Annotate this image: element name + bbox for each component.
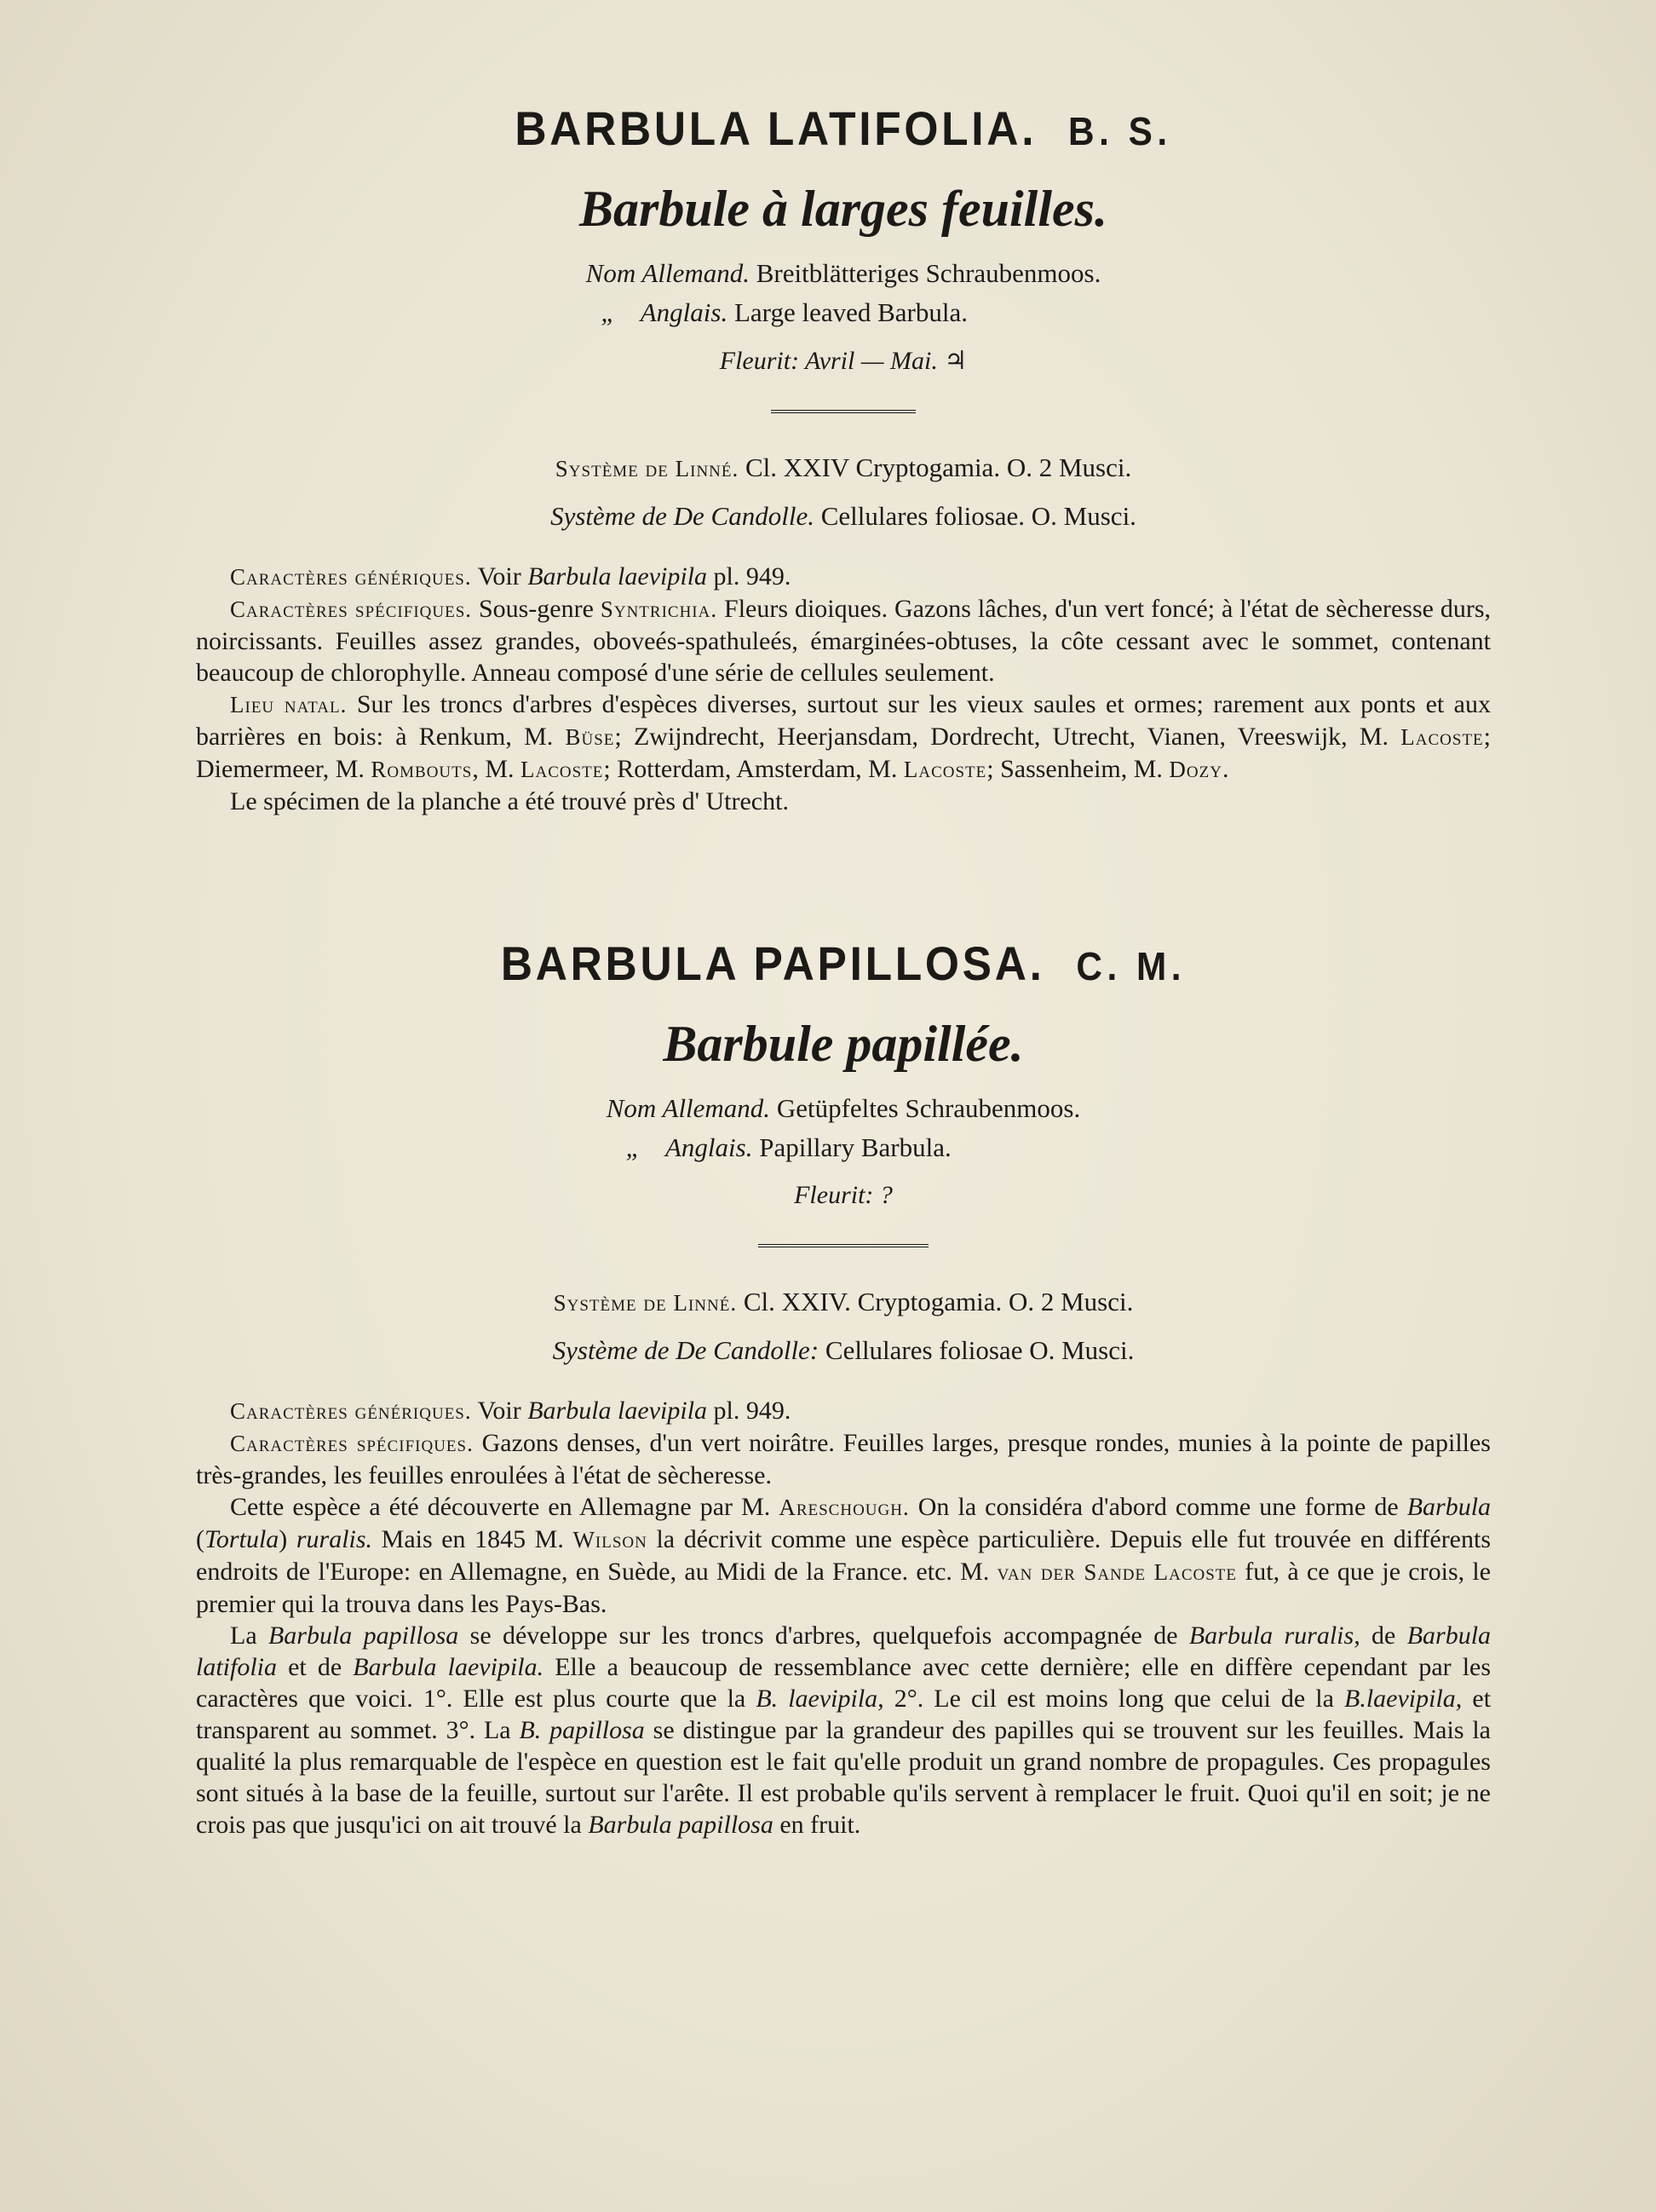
collector-name: Dozy xyxy=(1169,757,1222,782)
german-label: Nom Allemand. xyxy=(585,258,750,288)
specific-label: Caractères spécifiques. xyxy=(230,1431,474,1456)
subgenus: Syntrichia. xyxy=(600,596,718,622)
german-name: Breitblätteriges Schraubenmoos. xyxy=(756,258,1101,288)
taxon: ruralis. xyxy=(296,1525,373,1553)
text: se distingue par la grandeur des papilles qui se trouvent sur les feuilles. Mais la qualité la plus remarquable de l'espèce en question est le fait qu'elle produit un grand nombre de propagules. Ces propagules sont situés à la base de la feuille, surtout sur l'arête. Il est probable qu'ils servent à remplacer le fruit. Quoi qu'il en soit; je ne crois pas que jusqu'ici on ait trouvé la xyxy=(196,1716,1491,1839)
discovery-paragraph xyxy=(196,1491,1491,1620)
text: ; Zwijndrecht, Heerjansdam, Dordrecht, Utrecht, Vianen, Vreeswijk, M. xyxy=(614,723,1389,751)
taxon: Barbula papillosa xyxy=(588,1811,773,1839)
text: ; Rotterdam, Amsterdam, M. xyxy=(603,755,898,783)
linnaeus-system xyxy=(196,1278,1491,1327)
text: Voir xyxy=(477,1397,521,1425)
flowering-period: Fleurit: Avril — Mai. ♃ xyxy=(719,347,968,375)
candolle-value: Cellulares foliosae. O. Musci. xyxy=(820,501,1136,531)
german-name-line xyxy=(196,254,1491,293)
linnaeus-label: Système de Linné. xyxy=(553,1290,738,1316)
text: et transparent au sommet. 3°. La xyxy=(196,1685,1492,1744)
english-label: Anglais. xyxy=(664,1132,753,1162)
candolle-system xyxy=(196,1327,1491,1374)
generic-characters xyxy=(196,561,1491,593)
text: et de xyxy=(288,1653,342,1681)
taxon: Tortula xyxy=(204,1525,279,1553)
english-label: Anglais. xyxy=(640,297,728,327)
linnaeus-label: Système de Linné. xyxy=(555,456,739,481)
text: , M. xyxy=(472,755,515,783)
collector-name: Lacoste xyxy=(1400,724,1484,750)
text: Voir xyxy=(477,562,521,590)
text: ) xyxy=(279,1525,288,1553)
text: Sous-genre xyxy=(478,595,594,623)
species-author: B. S. xyxy=(1067,109,1172,153)
common-names xyxy=(196,1089,1491,1167)
linnaeus-value: Cl. XXIV. Cryptogamia. O. 2 Musci. xyxy=(743,1287,1134,1316)
habitat xyxy=(196,688,1491,786)
taxon: B. laevipila, xyxy=(756,1685,884,1713)
taxon: Barbula latifolia xyxy=(196,1622,1492,1681)
species-title xyxy=(248,101,1439,156)
taxon: Barbula xyxy=(1406,1493,1492,1521)
text: ; Sassenheim, M. xyxy=(986,755,1163,783)
collector-name: Lacoste xyxy=(903,757,987,782)
ditto-mark: „ xyxy=(601,297,616,327)
person-name: Wilson xyxy=(572,1527,647,1552)
person-name: Areschough. xyxy=(779,1495,910,1520)
taxon: Barbula ruralis, xyxy=(1188,1622,1360,1650)
text: ; Diemermeer, M. xyxy=(196,723,1492,783)
text: Cette espèce a été découverte en Allemagne par M. xyxy=(230,1493,771,1521)
generic-characters xyxy=(196,1395,1491,1427)
species-name: BARBULA PAPILLOSA. xyxy=(500,936,1045,990)
species-author: C. M. xyxy=(1076,944,1187,988)
text: fut, à ce que je crois, le premier qui la trouva dans les Pays-Bas. xyxy=(196,1558,1492,1618)
habitat-label: Lieu natal. xyxy=(230,692,348,717)
taxon: B. papillosa xyxy=(519,1716,645,1744)
candolle-label: Système de De Candolle. xyxy=(550,501,814,531)
common-names xyxy=(196,254,1491,332)
collector-name: Lacoste xyxy=(520,757,604,782)
candolle-system xyxy=(196,493,1491,540)
text: La xyxy=(230,1622,257,1650)
text: ( xyxy=(196,1525,204,1553)
specimen-note: Le spécimen de la planche a été trouvé près d' Utrecht. xyxy=(230,787,789,815)
ornamental-rule xyxy=(771,410,916,413)
generic-label: Caractères génériques. xyxy=(230,1398,472,1424)
species-section-papillosa xyxy=(196,936,1491,1840)
ditto-mark: „ xyxy=(625,1132,641,1162)
plate-reference: Barbula laevipila xyxy=(527,562,708,590)
comparison-paragraph xyxy=(196,1620,1491,1840)
species-title xyxy=(248,936,1439,991)
taxon: B.laevipila, xyxy=(1344,1685,1463,1713)
text: Elle a beaucoup de ressemblance avec cette dernière; elle en diffère cependant par les caractères que voici. 1°. Elle est plus courte que la xyxy=(196,1653,1492,1713)
text: se développe sur les troncs d'arbres, quelquefois accompagnée de xyxy=(469,1622,1178,1650)
specific-characters xyxy=(196,1427,1491,1491)
collector-name: Büse xyxy=(565,724,615,750)
text: Fleurs dioiques. Gazons lâches, d'un vert foncé; à l'état de sècheresse durs, noircissants. Feuilles assez grandes, oboveés-spathuleés, émarginées-obtuses, la côte cessant avec le sommet, contenant beaucoup de chlorophylle. Anneau composé d'une série de cellules seulement. xyxy=(196,595,1492,687)
candolle-label: Système de De Candolle: xyxy=(552,1335,819,1365)
english-name: Papillary Barbula. xyxy=(759,1132,952,1162)
text: Sur les troncs d'arbres d'espèces diverses, surtout sur les vieux saules et ormes; rarement aux ponts et aux barrières en bois: à Renkum, M. xyxy=(196,690,1491,751)
french-name: Barbule à larges feuilles. xyxy=(578,181,1107,237)
taxon: Barbula papillosa xyxy=(267,1622,459,1650)
description xyxy=(196,561,1491,817)
text: On la considéra d'abord comme une forme de xyxy=(917,1493,1399,1521)
classification xyxy=(196,444,1491,540)
text: la décrivit comme une espèce particulière. Depuis elle fut trouvée en différents endroits de l'Europe: en Allemagne, en Suède, au Midi de la France. etc. M. xyxy=(196,1525,1492,1586)
english-name: Large leaved Barbula. xyxy=(733,297,968,327)
text: en fruit. xyxy=(779,1811,861,1839)
linnaeus-value: Cl. XXIV Cryptogamia. O. 2 Musci. xyxy=(745,452,1132,482)
taxon: Barbula laevipila. xyxy=(353,1653,544,1681)
description xyxy=(196,1395,1491,1840)
classification xyxy=(196,1278,1491,1374)
plate-reference: Barbula laevipila xyxy=(527,1397,708,1425)
german-name: Getüpfeltes Schraubenmoos. xyxy=(776,1093,1081,1123)
specific-label: Caractères spécifiques. xyxy=(230,596,473,622)
text: pl. 949. xyxy=(713,1397,791,1425)
text: 2°. Le cil est moins long que celui de la xyxy=(894,1685,1334,1713)
text: pl. 949. xyxy=(713,562,791,590)
german-label: Nom Allemand. xyxy=(606,1093,771,1123)
collector-name: Rombouts xyxy=(371,757,473,782)
flowering-period: Fleurit: ? xyxy=(794,1181,893,1209)
ornamental-rule xyxy=(758,1244,929,1247)
linnaeus-system xyxy=(196,444,1491,493)
text: Gazons denses, d'un vert noirâtre. Feuilles larges, presque rondes, munies à la pointe de papilles très-grandes, les feuilles enroulées à l'état de sècheresse. xyxy=(196,1429,1491,1489)
french-name: Barbule papillée. xyxy=(663,1016,1024,1072)
generic-label: Caractères génériques. xyxy=(230,564,472,590)
specific-characters xyxy=(196,593,1491,688)
person-name: van der Sande Lacoste xyxy=(997,1559,1238,1585)
english-name-line xyxy=(68,1128,1491,1167)
text: de xyxy=(1371,1622,1396,1650)
text: Mais en 1845 M. xyxy=(381,1525,564,1553)
species-name: BARBULA LATIFOLIA. xyxy=(515,101,1038,155)
english-name-line xyxy=(60,293,1491,332)
candolle-value: Cellulares foliosae O. Musci. xyxy=(825,1335,1135,1365)
text: . xyxy=(1222,755,1229,783)
german-name-line xyxy=(196,1089,1491,1128)
species-section-latifolia xyxy=(196,101,1491,817)
